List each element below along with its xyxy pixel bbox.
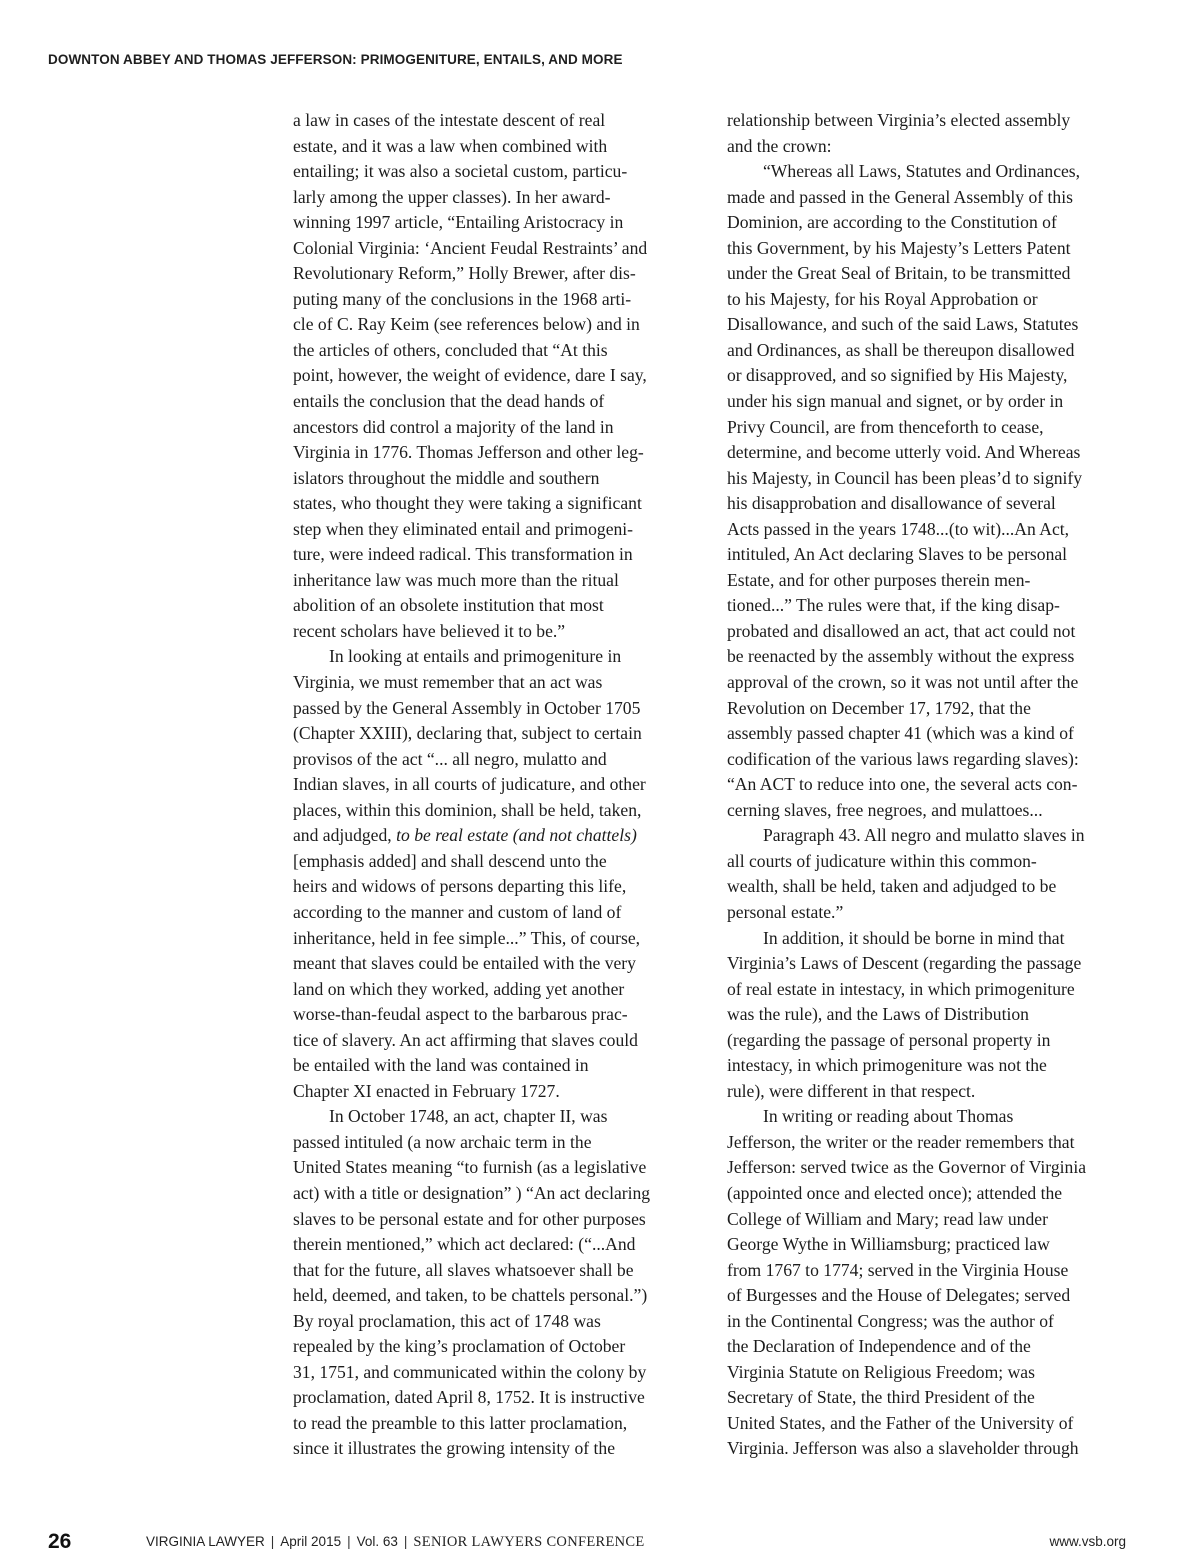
paragraph-start-line: “Whereas all Laws, Statutes and Ordinances,	[763, 161, 1081, 182]
text-line: tice of slavery. An act affirming that slaves could	[293, 1029, 638, 1050]
separator: |	[347, 1534, 351, 1549]
text-line: the Declaration of Independence and of the	[727, 1336, 1031, 1357]
text-line: “An ACT to reduce into one, the several acts con-	[727, 774, 1078, 795]
text-line: inheritance law was much more than the ritual	[293, 569, 619, 590]
text-line: Dominion, are according to the Constitution of	[727, 212, 1057, 233]
text-line: winning 1997 article, “Entailing Aristocracy in	[293, 212, 624, 233]
text-line: intituled, An Act declaring Slaves to be personal	[727, 544, 1068, 565]
text-line: passed by the General Assembly in October 1705	[293, 697, 641, 718]
text-line: Jefferson, the writer or the reader remembers that	[727, 1131, 1075, 1152]
text-line: (regarding the passage of personal property in	[727, 1029, 1051, 1050]
text-line: provisos of the act “... all negro, mulatto and	[293, 748, 607, 769]
text-line: Virginia, we must remember that an act was	[293, 672, 603, 693]
text-line: Colonial Virginia: ‘Ancient Feudal Restraints’ and	[293, 237, 648, 258]
text-line: By royal proclamation, this act of 1748 was	[293, 1310, 601, 1331]
text-line: estate, and it was a law when combined with	[293, 135, 608, 156]
text-line: abolition of an obsolete institution that most	[293, 595, 604, 616]
text-line: intestacy, in which primogeniture was not the	[727, 1055, 1047, 1076]
text-line: was the rule), and the Laws of Distribution	[727, 1004, 1029, 1025]
text-line: and Ordinances, as shall be thereupon disallowed	[727, 339, 1075, 360]
text-line: of real estate in intestacy, in which primogeniture	[727, 978, 1075, 999]
text-line: under his sign manual and signet, or by order in	[727, 391, 1064, 412]
section-name: SENIOR LAWYERS CONFERENCE	[413, 1534, 645, 1550]
text-line: Virginia Statute on Religious Freedom; was	[727, 1361, 1035, 1382]
text-line: islators throughout the middle and southern	[293, 467, 600, 488]
text-line: in the Continental Congress; was the author of	[727, 1310, 1054, 1331]
text-line: his Majesty, in Council has been pleas’d to signify	[727, 467, 1083, 488]
text-line: entailing; it was also a societal custom, particu-	[293, 161, 628, 182]
text-line: all courts of judicature within this common-	[727, 850, 1037, 871]
text-line: Disallowance, and such of the said Laws, Statutes	[727, 314, 1079, 335]
text-line: recent scholars have believed it to be.”	[293, 620, 566, 641]
text-line: from 1767 to 1774; served in the Virginia House	[727, 1259, 1069, 1280]
text-line: Revolutionary Reform,” Holly Brewer, after dis-	[293, 263, 636, 284]
text-line: United States meaning “to furnish (as a legislative	[293, 1157, 647, 1178]
page-footer	[0, 1530, 1200, 1554]
volume: Vol. 63	[356, 1534, 398, 1549]
text-line: [emphasis added] and shall descend unto the	[293, 850, 607, 871]
publication-info	[146, 1534, 645, 1551]
text-line: entails the conclusion that the dead hands of	[293, 391, 605, 412]
text-line: states, who thought they were taking a significant	[293, 493, 642, 514]
text-line: 31, 1751, and communicated within the colony by	[293, 1361, 647, 1382]
emphasized-phrase: to be real estate (and not chattels)	[396, 825, 637, 846]
text-line: passed intituled (a now archaic term in the	[293, 1131, 592, 1152]
text-line: slaves to be personal estate and for other purposes	[293, 1208, 646, 1229]
text-segment: and adjudged,	[293, 825, 392, 846]
issue-date: April 2015	[280, 1534, 342, 1549]
text-line: Virginia in 1776. Thomas Jefferson and other leg-	[293, 442, 644, 463]
text-line: made and passed in the General Assembly of this	[727, 186, 1073, 207]
text-line: rule), were different in that respect.	[727, 1080, 976, 1101]
text-line: be entailed with the land was contained in	[293, 1055, 589, 1076]
text-line: therein mentioned,” which act declared: (“...And	[293, 1234, 636, 1255]
text-line: point, however, the weight of evidence, dare I say,	[293, 365, 647, 386]
text-line: according to the manner and custom of land of	[293, 901, 622, 922]
text-line: Estate, and for other purposes therein men-	[727, 569, 1031, 590]
text-line: of Burgesses and the House of Delegates; served	[727, 1285, 1071, 1306]
text-line: worse-than-feudal aspect to the barbarous prac-	[293, 1004, 628, 1025]
separator: |	[270, 1534, 275, 1549]
text-line: determine, and become utterly void. And Whereas	[727, 442, 1081, 463]
text-line: George Wythe in Williamsburg; practiced law	[727, 1234, 1050, 1255]
left-text-column	[293, 108, 691, 1462]
text-line: Chapter XI enacted in February 1727.	[293, 1080, 560, 1101]
text-line: since it illustrates the growing intensity of the	[293, 1438, 616, 1459]
text-line: Virginia. Jefferson was also a slaveholder through	[727, 1438, 1079, 1459]
text-line: and the crown:	[727, 135, 832, 156]
text-line: inheritance, held in fee simple...” This, of course,	[293, 927, 641, 948]
paragraph-start-line: In addition, it should be borne in mind that	[763, 927, 1065, 948]
text-line: held, deemed, and taken, to be chattels personal.”)	[293, 1285, 648, 1306]
text-line: the articles of others, concluded that “At this	[293, 339, 608, 360]
page-number: 26	[48, 1530, 72, 1553]
text-line: codification of the various laws regarding slaves):	[727, 748, 1079, 769]
text-line: College of William and Mary; read law under	[727, 1208, 1048, 1229]
right-text-column	[727, 108, 1125, 1462]
text-line: wealth, shall be held, taken and adjudged to be	[727, 876, 1057, 897]
text-line: (Chapter XXIII), declaring that, subject to certain	[293, 723, 642, 744]
text-line: step when they eliminated entail and primogeni-	[293, 518, 634, 539]
text-line: ancestors did control a majority of the land in	[293, 416, 614, 437]
text-line: Secretary of State, the third President of the	[727, 1387, 1035, 1408]
paragraph-start-line: Paragraph 43. All negro and mulatto slaves in	[763, 825, 1085, 846]
text-line: United States, and the Father of the University of	[727, 1412, 1074, 1433]
text-line: Virginia’s Laws of Descent (regarding the passage	[727, 953, 1082, 974]
text-line: Jefferson: served twice as the Governor of Virginia	[727, 1157, 1087, 1178]
text-line: land on which they worked, adding yet another	[293, 978, 625, 999]
text-line: places, within this dominion, shall be held, taken,	[293, 799, 642, 820]
paragraph-start-line: In writing or reading about Thomas	[763, 1106, 1014, 1127]
text-line: cerning slaves, free negroes, and mulattoes...	[727, 799, 1043, 820]
separator: |	[403, 1534, 408, 1549]
text-line: heirs and widows of persons departing this life,	[293, 876, 627, 897]
text-line: proclamation, dated April 8, 1752. It is instructive	[293, 1387, 645, 1408]
text-line: assembly passed chapter 41 (which was a kind of	[727, 723, 1074, 744]
text-line: ture, were indeed radical. This transformation in	[293, 544, 633, 565]
paragraph-start-line: In October 1748, an act, chapter II, was	[329, 1106, 608, 1127]
text-line: personal estate.”	[727, 901, 844, 922]
text-line: act) with a title or designation” ) “An act declaring	[293, 1182, 651, 1203]
text-line: to read the preamble to this latter proclamation,	[293, 1412, 628, 1433]
text-line: or disapproved, and so signified by His Majesty,	[727, 365, 1068, 386]
text-line-with-emphasis	[293, 823, 691, 849]
text-line: Privy Council, are from thenceforth to cease,	[727, 416, 1044, 437]
publication-name: VIRGINIA LAWYER	[146, 1534, 265, 1549]
website-url: www.vsb.org	[1049, 1534, 1126, 1549]
text-line: his disapprobation and disallowance of several	[727, 493, 1056, 514]
text-line: larly among the upper classes). In her award-	[293, 186, 611, 207]
text-line: Revolution on December 17, 1792, that the	[727, 697, 1031, 718]
text-line: under the Great Seal of Britain, to be transmitted	[727, 263, 1071, 284]
text-line: this Government, by his Majesty’s Letters Patent	[727, 237, 1071, 258]
text-line: Indian slaves, in all courts of judicature, and other	[293, 774, 646, 795]
text-line: a law in cases of the intestate descent of real	[293, 110, 606, 130]
text-line: that for the future, all slaves whatsoever shall be	[293, 1259, 634, 1280]
text-line: repealed by the king’s proclamation of October	[293, 1336, 626, 1357]
text-line: cle of C. Ray Keim (see references below) and in	[293, 314, 640, 335]
text-line: (appointed once and elected once); attended the	[727, 1182, 1063, 1203]
paragraph-start-line: In looking at entails and primogeniture in	[329, 646, 622, 667]
text-line: meant that slaves could be entailed with the very	[293, 953, 636, 974]
running-header: DOWNTON ABBEY AND THOMAS JEFFERSON: PRIMOGENITURE, ENTAILS, AND MORE	[48, 52, 623, 67]
text-line: approval of the crown, so it was not until after the	[727, 672, 1079, 693]
text-line: tioned...” The rules were that, if the king disap-	[727, 595, 1060, 616]
text-line: Acts passed in the years 1748...(to wit)...An Act,	[727, 518, 1070, 539]
text-line: puting many of the conclusions in the 1968 arti-	[293, 288, 632, 309]
text-line: probated and disallowed an act, that act could not	[727, 620, 1076, 641]
text-line: to his Majesty, for his Royal Approbation or	[727, 288, 1038, 309]
text-line: be reenacted by the assembly without the express	[727, 646, 1075, 667]
text-line: relationship between Virginia’s elected assembly	[727, 110, 1071, 130]
